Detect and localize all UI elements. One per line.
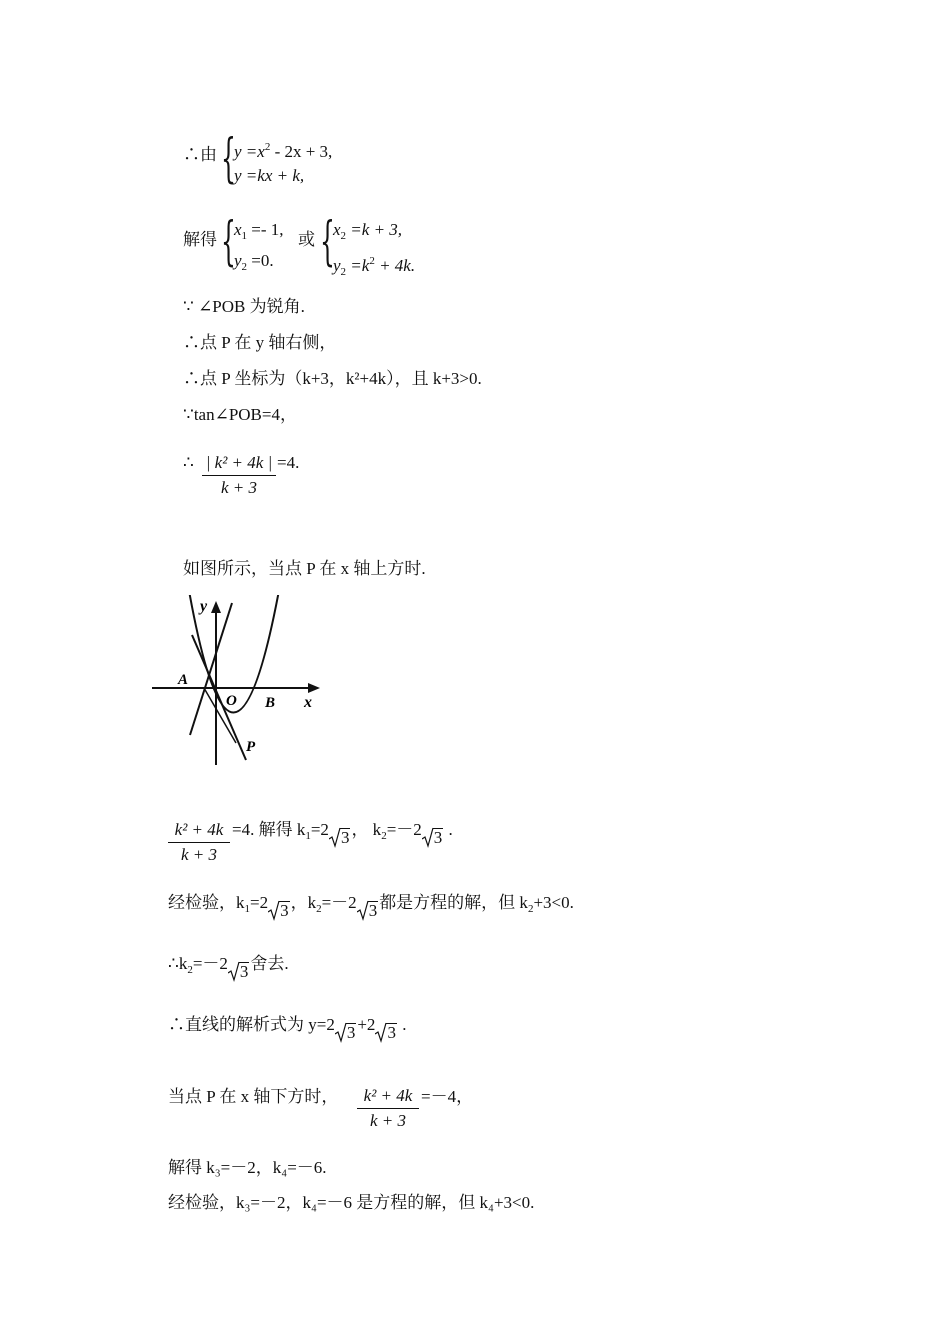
solve-k3-k4: 解得 k₃=－2，k₄=－6.: [168, 1158, 327, 1177]
sqrt-sign: 3: [335, 1022, 357, 1044]
text-line-figure-intro: 如图所示，当点 P 在 x 轴上方时.: [183, 559, 426, 578]
fraction1-prefix: ∴: [183, 453, 194, 472]
solution1-x: $x_1 =- 1$,: [234, 220, 284, 242]
line-system-intro: ∴由: [183, 145, 217, 164]
system-eq2: y =kx + k,: [234, 166, 305, 185]
fraction2-denominator: k + 3: [180, 845, 218, 864]
solve-label: 解得: [183, 230, 217, 249]
sqrt-sign: 3: [228, 961, 250, 983]
solution2-y: $y_2 =k^2 + 4k$.: [333, 255, 416, 278]
label-A: A: [178, 672, 189, 688]
solution1-y: $y_2 =0$.: [234, 251, 274, 273]
fraction1-numerator: | k² + 4k |: [202, 451, 276, 476]
sqrt-sign: 3: [268, 900, 290, 922]
fraction2: [168, 818, 230, 867]
solution1-brace: {: [221, 212, 236, 272]
text-line-right-side: ∴点 P 在 y 轴右侧，: [183, 333, 337, 352]
fraction1: [202, 451, 276, 500]
sqrt-sign: 3: [329, 827, 351, 849]
sqrt-sign: 3: [357, 900, 379, 922]
fraction3: [357, 1084, 419, 1133]
or-label: 或: [298, 230, 315, 249]
label-B: B: [265, 695, 276, 711]
fraction3-numerator: k² + 4k: [357, 1084, 419, 1109]
fraction1-denominator: k + 3: [220, 478, 258, 497]
system-brace: {: [221, 129, 236, 189]
solution2-brace: {: [320, 212, 335, 272]
sqrt-sign: 3: [375, 1022, 397, 1044]
below-axis-result: =－4，: [421, 1087, 474, 1106]
label-P: P: [246, 739, 256, 755]
check-line-2: 经检验，k₃=－2，k₄=－6 是方程的解，但 k₄+3<0.: [168, 1193, 535, 1212]
below-axis-intro: 当点 P 在 x 轴下方时，: [168, 1087, 339, 1106]
parabola-figure: [148, 595, 328, 770]
fraction3-denominator: k + 3: [369, 1111, 407, 1130]
label-x: x: [304, 694, 312, 711]
solution2-x: $x_2 =k + 3$,: [333, 220, 403, 242]
fraction2-numerator: k² + 4k: [168, 818, 230, 843]
check-line-1: 经检验，$k_1=2$ 3 ，$k_2=-2$ 3 都是方程的解，但 $k_2+3<0$.: [168, 893, 574, 920]
discard-line: $\therefore k_2=-2$ 3 舍去.: [168, 954, 289, 981]
sqrt-sign: 3: [422, 827, 444, 849]
solve-k-line: =4. 解得 $k_1=2$ 3 ， $k_2=-2$ 3 .: [232, 820, 453, 847]
text-line-acute: ∵ ∠POB 为锐角.: [183, 297, 305, 316]
label-y: y: [200, 598, 208, 615]
fraction1-suffix: =4.: [277, 453, 300, 472]
text-line-tan: ∵tan∠POB=4，: [183, 405, 297, 424]
label-O: O: [226, 693, 237, 709]
line-equation: ∴直线的解析式为 y=2 3 +2 3 .: [168, 1015, 407, 1042]
system-eq1: $y =x^2 - 2x + 3$,: [234, 141, 333, 161]
text-line-coordinates: ∴点 P 坐标为（k+3，k²+4k），且 k+3>0.: [183, 369, 482, 388]
